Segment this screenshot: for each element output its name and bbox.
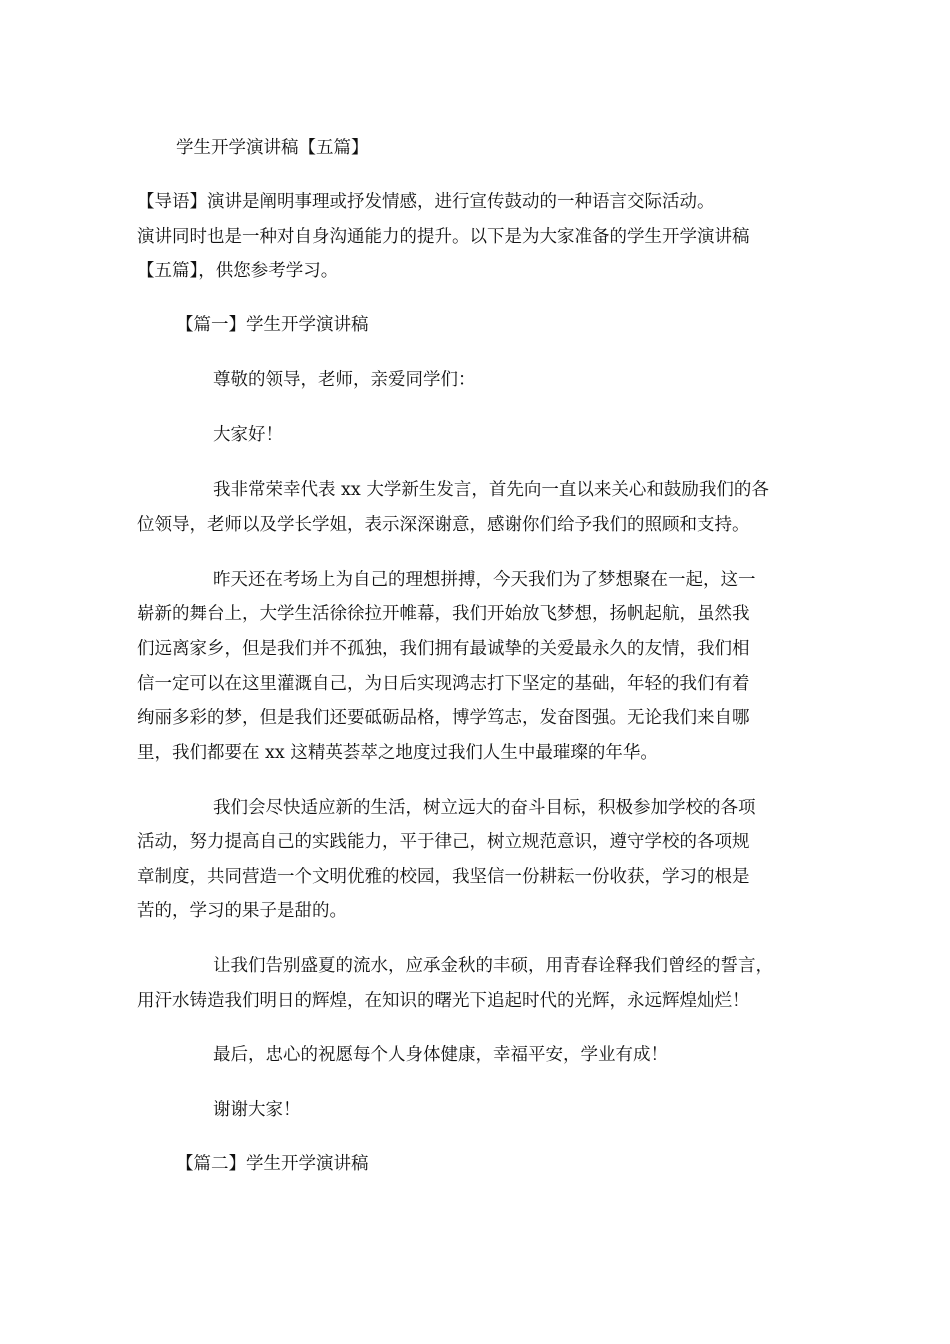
paragraph-line: 我们会尽快适应新的生活，树立远大的奋斗目标，积极参加学校的各项 — [213, 798, 756, 818]
intro-line: 【导语】演讲是阐明事理或抒发情感，进行宣传鼓动的一种语言交际活动。 — [137, 192, 715, 212]
section-heading-2: 【篇二】学生开学演讲稿 — [176, 1154, 369, 1174]
section-heading-1: 【篇一】学生开学演讲稿 — [176, 315, 369, 335]
paragraph-line: 章制度，共同营造一个文明优雅的校园，我坚信一份耕耘一份收获，学习的根是 — [137, 867, 750, 887]
intro-line: 演讲同时也是一种对自身沟通能力的提升。以下是为大家准备的学生开学演讲稿 — [137, 227, 750, 247]
document-title: 学生开学演讲稿【五篇】 — [176, 138, 369, 158]
intro-line: 【五篇】，供您参考学习。 — [137, 261, 339, 281]
paragraph-line: 昨天还在考场上为自己的理想拼搏，今天我们为了梦想聚在一起，这一 — [213, 570, 756, 590]
paragraph-line: 我非常荣幸代表 xx 大学新生发言，首先向一直以来关心和鼓励我们的各 — [213, 480, 769, 500]
paragraph-line: 们远离家乡，但是我们并不孤独，我们拥有最诚挚的关爱最永久的友情，我们相 — [137, 639, 750, 659]
paragraph-line: 里，我们都要在 xx 这精英荟萃之地度过我们人生中最璀璨的年华。 — [137, 743, 658, 763]
greeting-line: 尊敬的领导，老师，亲爱同学们： — [213, 370, 476, 390]
paragraph-line: 位领导，老师以及学长学姐，表示深深谢意，感谢你们给予我们的照顾和支持。 — [137, 515, 750, 535]
closing-line: 最后，忠心的祝愿每个人身体健康，幸福平安，学业有成！ — [213, 1045, 668, 1065]
paragraph-line: 崭新的舞台上，大学生活徐徐拉开帷幕，我们开始放飞梦想，扬帆起航，虽然我 — [137, 604, 750, 624]
paragraph-line: 活动，努力提高自己的实践能力，平于律己，树立规范意识，遵守学校的各项规 — [137, 832, 750, 852]
paragraph-line: 绚丽多彩的梦，但是我们还要砥砺品格，博学笃志，发奋图强。无论我们来自哪 — [137, 708, 750, 728]
paragraph-line: 苦的，学习的果子是甜的。 — [137, 901, 347, 921]
hello-line: 大家好！ — [213, 425, 283, 445]
paragraph-line: 信一定可以在这里灌溉自己，为日后实现鸿志打下坚定的基础，年轻的我们有着 — [137, 674, 750, 694]
paragraph-line: 让我们告别盛夏的流水，应承金秋的丰硕，用青春诠释我们曾经的誓言， — [213, 956, 773, 976]
paragraph-line: 用汗水铸造我们明日的辉煌，在知识的曙光下追起时代的光辉，永远辉煌灿烂！ — [137, 991, 750, 1011]
thanks-line: 谢谢大家！ — [213, 1100, 301, 1120]
